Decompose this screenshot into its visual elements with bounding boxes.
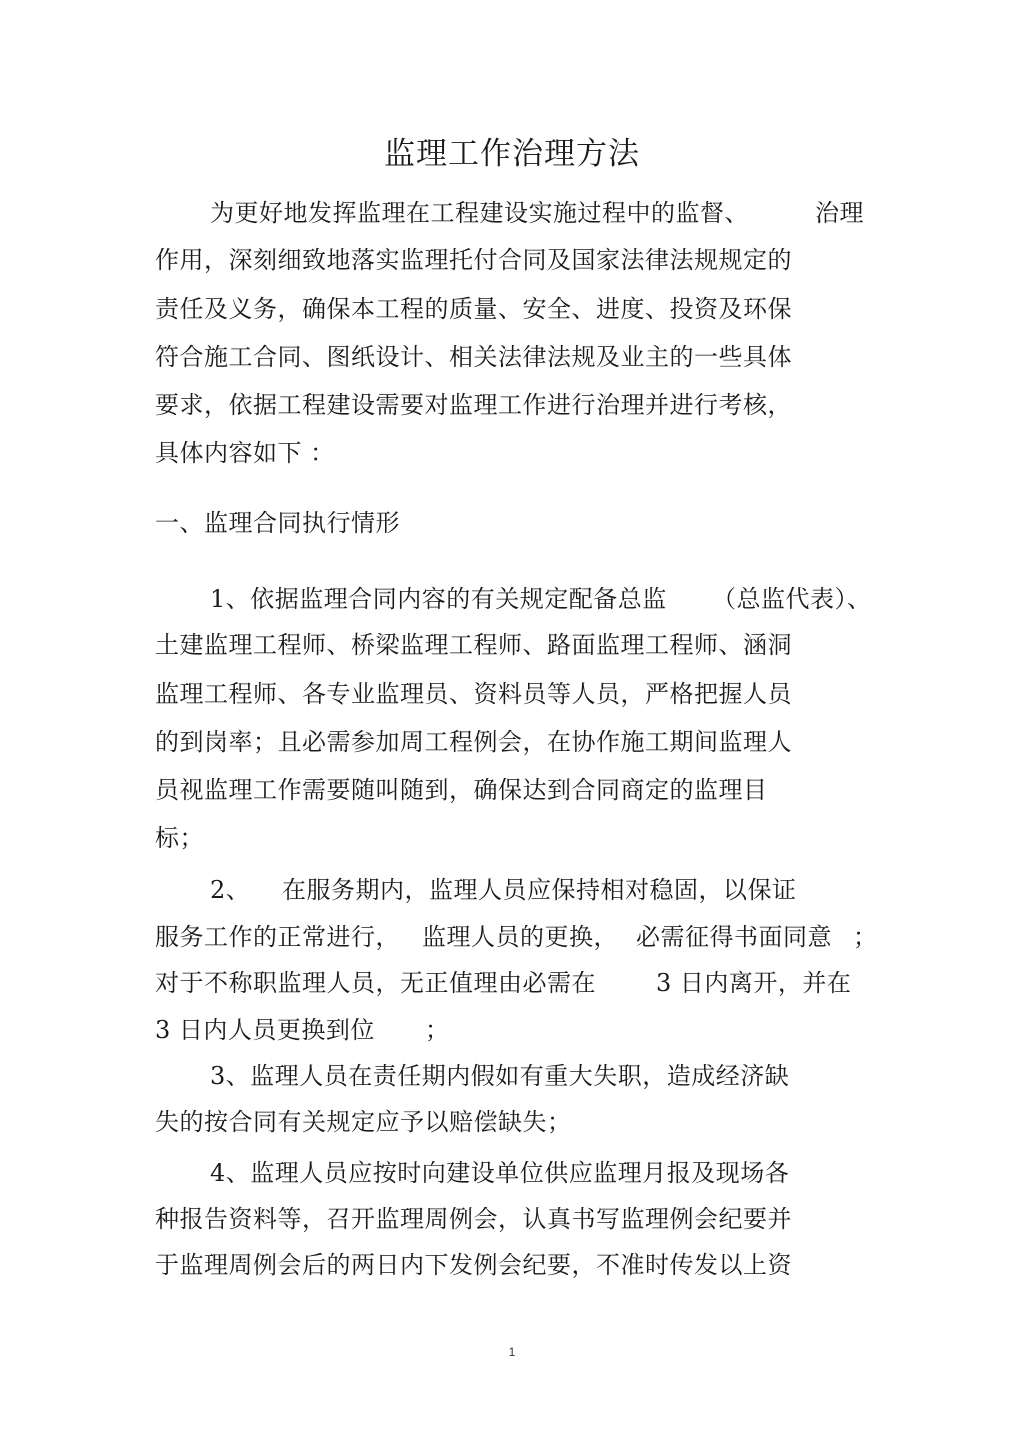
paragraph-line: 责任及义务，确保本工程的质量、安全、进度、投资及环保 [155,295,792,323]
paragraph-line: 在服务期内，监理人员应保持相对稳固，以保证 [282,876,797,904]
paragraph-line: 4、监理人员应按时向建设单位供应监理月报及现场各 [210,1159,790,1187]
paragraph-line: 2、 [210,876,251,904]
page-number: 1 [508,1345,516,1359]
document-title: 监理工作治理方法 [384,136,640,172]
paragraph-line: 监理人员的更换， [422,923,618,951]
paragraph-line: 员视监理工作需要随叫随到，确保达到合同商定的监理目 [155,776,768,804]
paragraph-line: 土建监理工程师、桥梁监理工程师、路面监理工程师、涵洞 [155,631,792,659]
paragraph-line: 3 日内人员更换到位 [155,1016,375,1044]
paragraph-line: 3、监理人员在责任期内假如有重大失职，造成经济缺 [210,1062,790,1090]
paragraph-line: 种报告资料等，召开监理周例会，认真书写监理例会纪要并 [155,1205,792,1233]
paragraph-line: 治理 [815,199,864,227]
paragraph-line: 的到岗率；且必需参加周工程例会，在协作施工期间监理人 [155,728,792,756]
paragraph-line: 符合施工合同、图纸设计、相关法律法规及业主的一些具体 [155,343,792,371]
section-heading: 一、监理合同执行情形 [155,509,400,537]
paragraph-line: 3 日内离开，并在 [656,969,852,997]
paragraph-line: 必需征得书面同意 [636,923,832,951]
paragraph-line: 1、依据监理合同内容的有关规定配备总监 [210,585,667,613]
paragraph-line: 具体内容如下 ： [155,439,335,467]
paragraph-line: 监理工程师、各专业监理员、资料员等人员，严格把握人员 [155,680,792,708]
paragraph-line: ； [425,1016,450,1044]
paragraph-line: 为更好地发挥监理在工程建设实施过程中的监督、 [210,199,749,227]
paragraph-line: 服务工作的正常进行， [155,923,400,951]
paragraph-line: 标； [155,824,204,852]
paragraph-line: 作用，深刻细致地落实监理托付合同及国家法律法规规定的 [155,246,792,274]
paragraph-line: 失的按合同有关规定应予以赔偿缺失； [155,1108,572,1136]
paragraph-line: ； [853,923,878,951]
paragraph-line: 于监理周例会后的两日内下发例会纪要，不准时传发以上资 [155,1251,792,1279]
paragraph-line: 对于不称职监理人员，无正值理由必需在 [155,969,596,997]
paragraph-line: （总监代表）、 [712,585,872,613]
paragraph-line: 要求，依据工程建设需要对监理工作进行治理并进行考核， [155,391,792,419]
